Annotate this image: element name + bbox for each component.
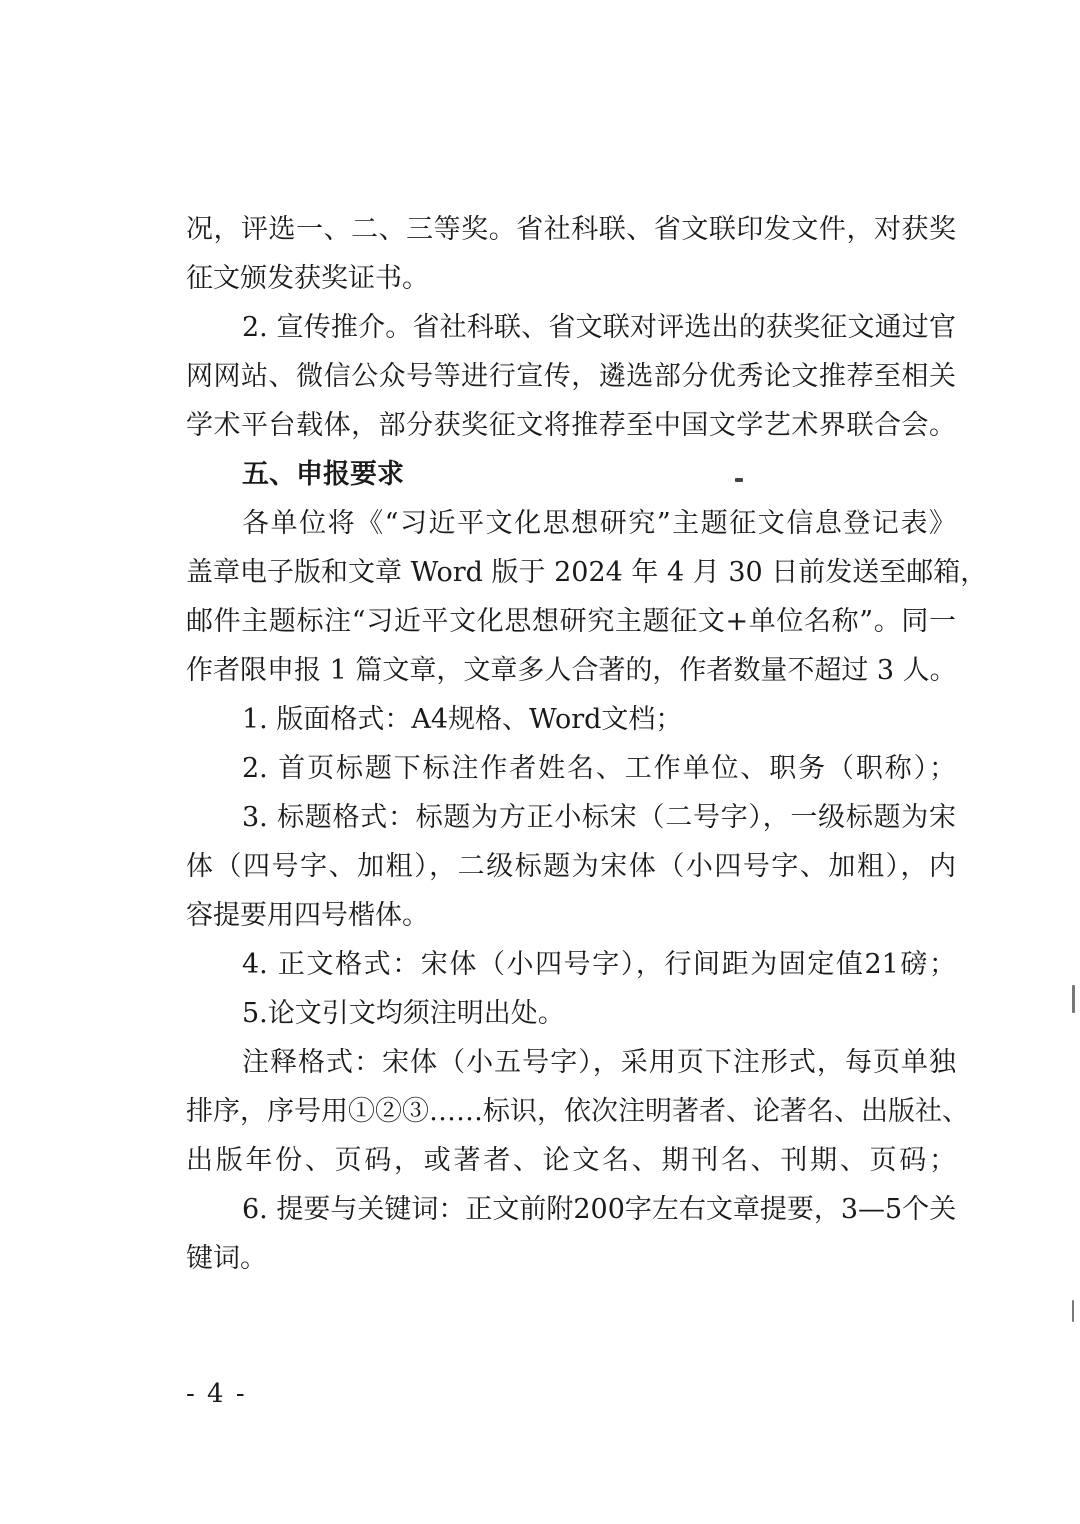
scan-speck <box>735 478 743 482</box>
text-line: 4. 正文格式：宋体（小四号字），行间距为固定值21磅； <box>242 949 956 980</box>
text-line: 2. 宣传推介。省社科联、省文联对评选出的获奖征文通过官 <box>242 312 956 343</box>
scan-speck <box>1072 985 1075 1013</box>
text-line: 注释格式：宋体（小五号字），采用页下注形式，每页单独 <box>242 1047 956 1078</box>
text-line: 邮件主题标注“习近平文化思想研究主题征文+单位名称”。同一 <box>186 606 956 637</box>
page-number: - 4 - <box>186 1379 247 1409</box>
text-line: 排序，序号用①②③……标识，依次注明著者、论著名、出版社、 <box>186 1096 969 1127</box>
text-line: 键词。 <box>186 1243 267 1274</box>
text-line: 5.论文引文均须注明出处。 <box>242 998 565 1029</box>
text-line: 况，评选一、二、三等奖。省社科联、省文联印发文件，对获奖 <box>186 214 956 245</box>
text-line: 征文颁发获奖证书。 <box>186 263 429 294</box>
text-line: 盖章电子版和文章 Word 版于 2024 年 4 月 30 日前发送至邮箱， <box>186 557 988 588</box>
text-line: 1. 版面格式：A4规格、Word文档； <box>242 704 683 735</box>
scan-speck <box>1072 1300 1074 1322</box>
text-line: 6. 提要与关键词：正文前附200字左右文章提要，3—5个关 <box>242 1194 957 1225</box>
text-line: 各单位将《“习近平文化思想研究”主题征文信息登记表》 <box>242 508 956 539</box>
body-text <box>186 205 988 1283</box>
text-line: 出版年份、页码，或著者、论文名、期刊名、刊期、页码； <box>186 1145 956 1176</box>
text-line: 网网站、微信公众号等进行宣传，遴选部分优秀论文推荐至相关 <box>186 361 956 392</box>
text-line: 3. 标题格式：标题为方正小标宋（二号字），一级标题为宋 <box>242 802 956 833</box>
text-line: 学术平台载体，部分获奖征文将推荐至中国文学艺术界联合会。 <box>186 410 956 441</box>
text-line: 体（四号字、加粗），二级标题为宋体（小四号字、加粗），内 <box>186 851 956 882</box>
text-line: 2. 首页标题下标注作者姓名、工作单位、职务（职称）； <box>242 753 956 784</box>
text-line: 容提要用四号楷体。 <box>186 900 429 931</box>
section-heading: 五、申报要求 <box>242 459 404 490</box>
text-line: 作者限申报 1 篇文章，文章多人合著的，作者数量不超过 3 人。 <box>186 655 957 686</box>
